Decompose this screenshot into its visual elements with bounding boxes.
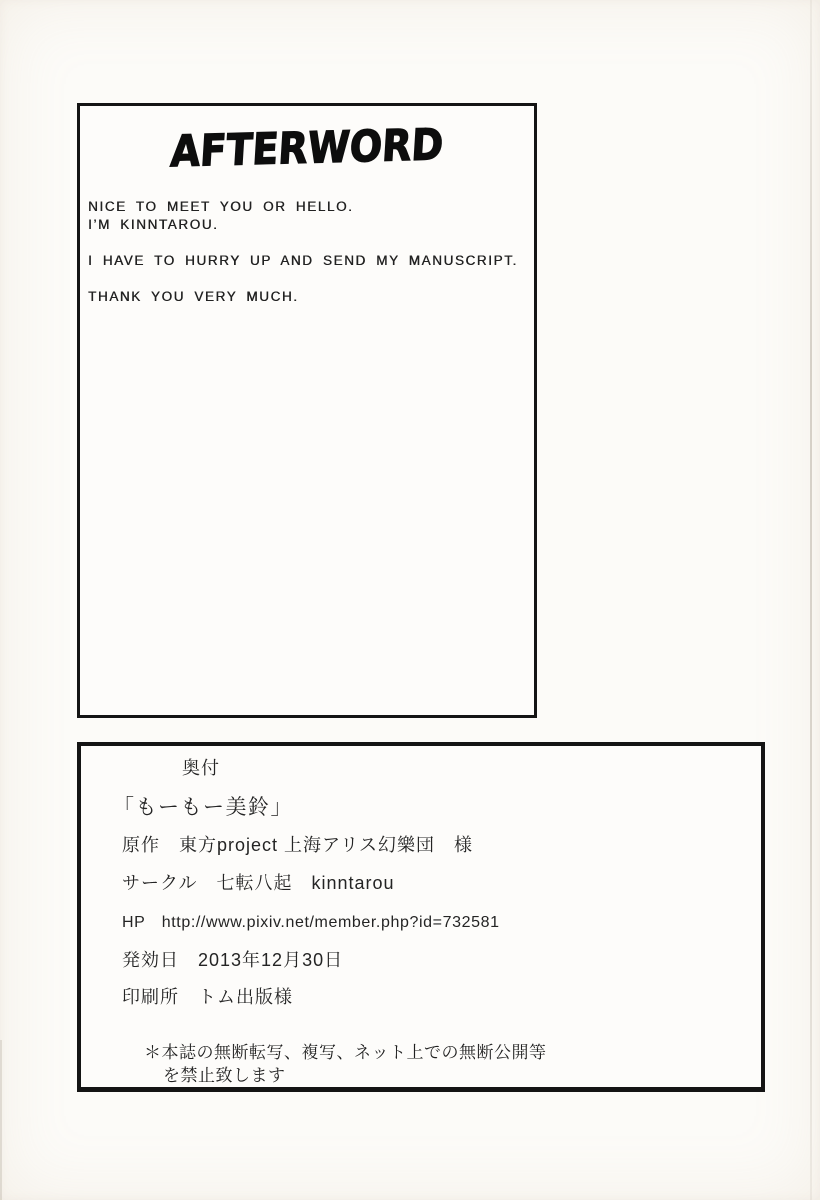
printer-credit: 印刷所 トム出版様 bbox=[122, 987, 293, 1007]
afterword-text-block bbox=[88, 198, 528, 306]
afterword-line-spacer bbox=[88, 234, 528, 252]
afterword-line: I’M KINNTAROU. bbox=[88, 217, 219, 232]
circle-credit: サークル 七転八起 kinntarou bbox=[122, 873, 395, 893]
colophon-box bbox=[77, 742, 765, 1092]
afterword-line-spacer bbox=[88, 270, 528, 288]
afterword-line: THANK YOU VERY MUCH. bbox=[88, 289, 299, 304]
copyright-notice-line: を禁止致します bbox=[163, 1066, 286, 1085]
original-work-credit: 原作 東方project 上海アリス幻樂団 様 bbox=[122, 835, 473, 855]
homepage-url: HP http://www.pixiv.net/member.php?id=732581 bbox=[122, 914, 500, 931]
copyright-notice-line: ＊本誌の無断転写、複写、ネット上での無断公開等 bbox=[144, 1043, 547, 1062]
colophon-header: 奥付 bbox=[182, 758, 220, 778]
copyright-notice bbox=[144, 1041, 547, 1087]
issue-date: 発効日 2013年12月30日 bbox=[122, 950, 344, 970]
page-scan-edge-right bbox=[810, 0, 812, 1200]
page-scan-edge-left bbox=[0, 1040, 2, 1200]
afterword-line: I HAVE TO HURRY UP AND SEND MY MANUSCRIPT. bbox=[88, 253, 518, 268]
afterword-line: NICE TO MEET YOU OR HELLO. bbox=[88, 199, 354, 214]
book-title: 「もーもー美鈴」 bbox=[113, 796, 293, 819]
afterword-title: AFTERWORD bbox=[169, 119, 445, 177]
afterword-box bbox=[77, 103, 537, 718]
